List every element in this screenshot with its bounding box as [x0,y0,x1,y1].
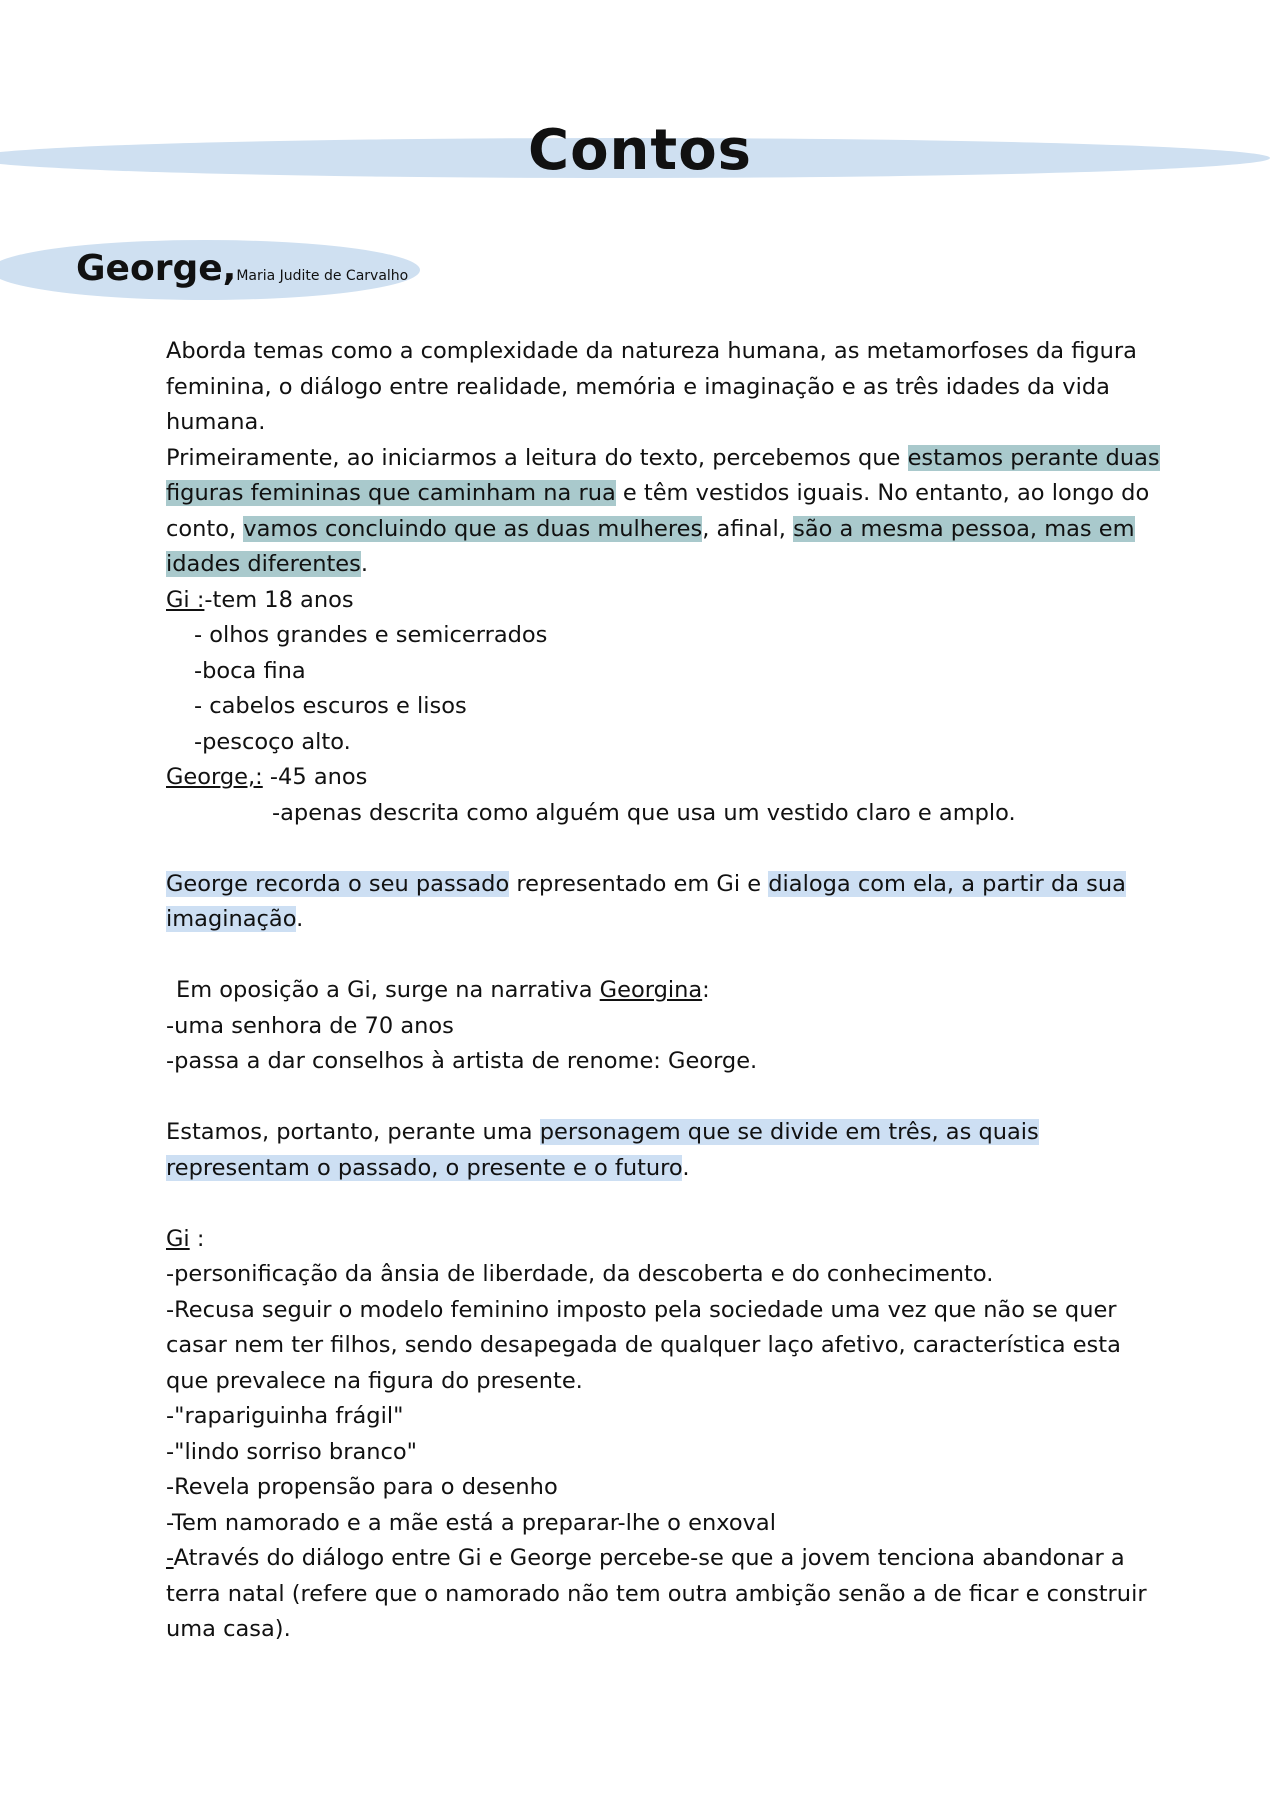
list-item: -uma senhora de 70 anos [166,1012,454,1039]
summary-paragraph: Primeiramente, ao iniciarmos a leitura do texto, percebemos que estamos perante duas figuras femininas que caminham na rua e têm vestidos iguais. No entanto, ao longo do conto, vamos concluindo que as duas mulheres, afinal, são a mesma pessoa, mas em idades diferentes. [166,444,1160,577]
list-item: -"lindo sorriso branco" [166,1438,417,1465]
list-item: -pescoço alto. [194,728,351,755]
gi-section-header: Gi : [166,1225,205,1252]
highlight-dialogue: dialoga com ela, a partir da sua imaginação [166,870,1126,932]
gi-label: Gi : [166,586,205,613]
list-item: -Através do diálogo entre Gi e George percebe-se que a jovem tenciona abandonar a terra natal (refere que o namorado não tem outra ambição senão a de ficar e construir uma casa). [166,1545,1147,1642]
three-ages-paragraph: Estamos, portanto, perante uma personagem que se divide em três, as quais representam o passado, o presente e o futuro. [166,1119,1039,1181]
list-item: -personificação da ânsia de liberdade, da descoberta e do conhecimento. [166,1261,994,1287]
list-item: - olhos grandes e semicerrados [194,622,548,648]
highlight-recall: George recorda o seu passado [166,870,510,897]
recall-paragraph: George recorda o seu passado representado em Gi e dialoga com ela, a partir da sua imaginação. [166,870,1126,932]
notes-body [166,334,1166,1648]
highlight-two-figures: estamos perante duas figuras femininas que caminham na rua [166,444,1160,506]
list-item: -Tem namorado e a mãe está a preparar-lhe o enxoval [166,1509,776,1536]
highlight-three-ages: personagem que se divide em três, as quais representam o passado, o presente e o futuro [166,1119,1039,1181]
george-list-header: George,: -45 anos [166,764,368,790]
gi-list-header: Gi :-tem 18 anos [166,586,354,613]
georgina-name: Georgina [599,977,703,1003]
gi-section-label: Gi [166,1225,190,1252]
page-title: Contos [527,118,752,183]
list-item: -boca fina [194,657,306,684]
list-item: -"rapariguinha frágil" [166,1403,404,1429]
george-label: George,: [166,764,263,790]
list-item: -apenas descrita como alguém que usa um vestido claro e amplo. [272,799,1016,826]
intro-paragraph: Aborda temas como a complexidade da natureza humana, as metamorfoses da figura feminina, o diálogo entre realidade, memória e imaginação e as três idades da vida humana. [166,338,1137,435]
list-item: -Recusa seguir o modelo feminino imposto pela sociedade uma vez que não se quer casar nem ter filhos, sendo desapegada de qualquer laço afetivo, característica esta que prevalece na figura do presente. [166,1296,1121,1394]
list-item: -Revela propensão para o desenho [166,1474,558,1500]
section-author: Maria Judite de Carvalho [236,268,409,284]
highlight-same-person: são a mesma pessoa, mas em idades diferentes [166,515,1135,577]
list-item: - cabelos escuros e lisos [194,693,467,719]
list-item: -passa a dar conselhos à artista de renome: George. [166,1048,758,1074]
section-title: George, [76,248,237,289]
section-heading [76,248,408,289]
highlight-concluding: vamos concluindo que as duas mulheres [243,515,703,542]
georgina-intro: Em oposição a Gi, surge na narrativa Georgina: [176,977,710,1003]
